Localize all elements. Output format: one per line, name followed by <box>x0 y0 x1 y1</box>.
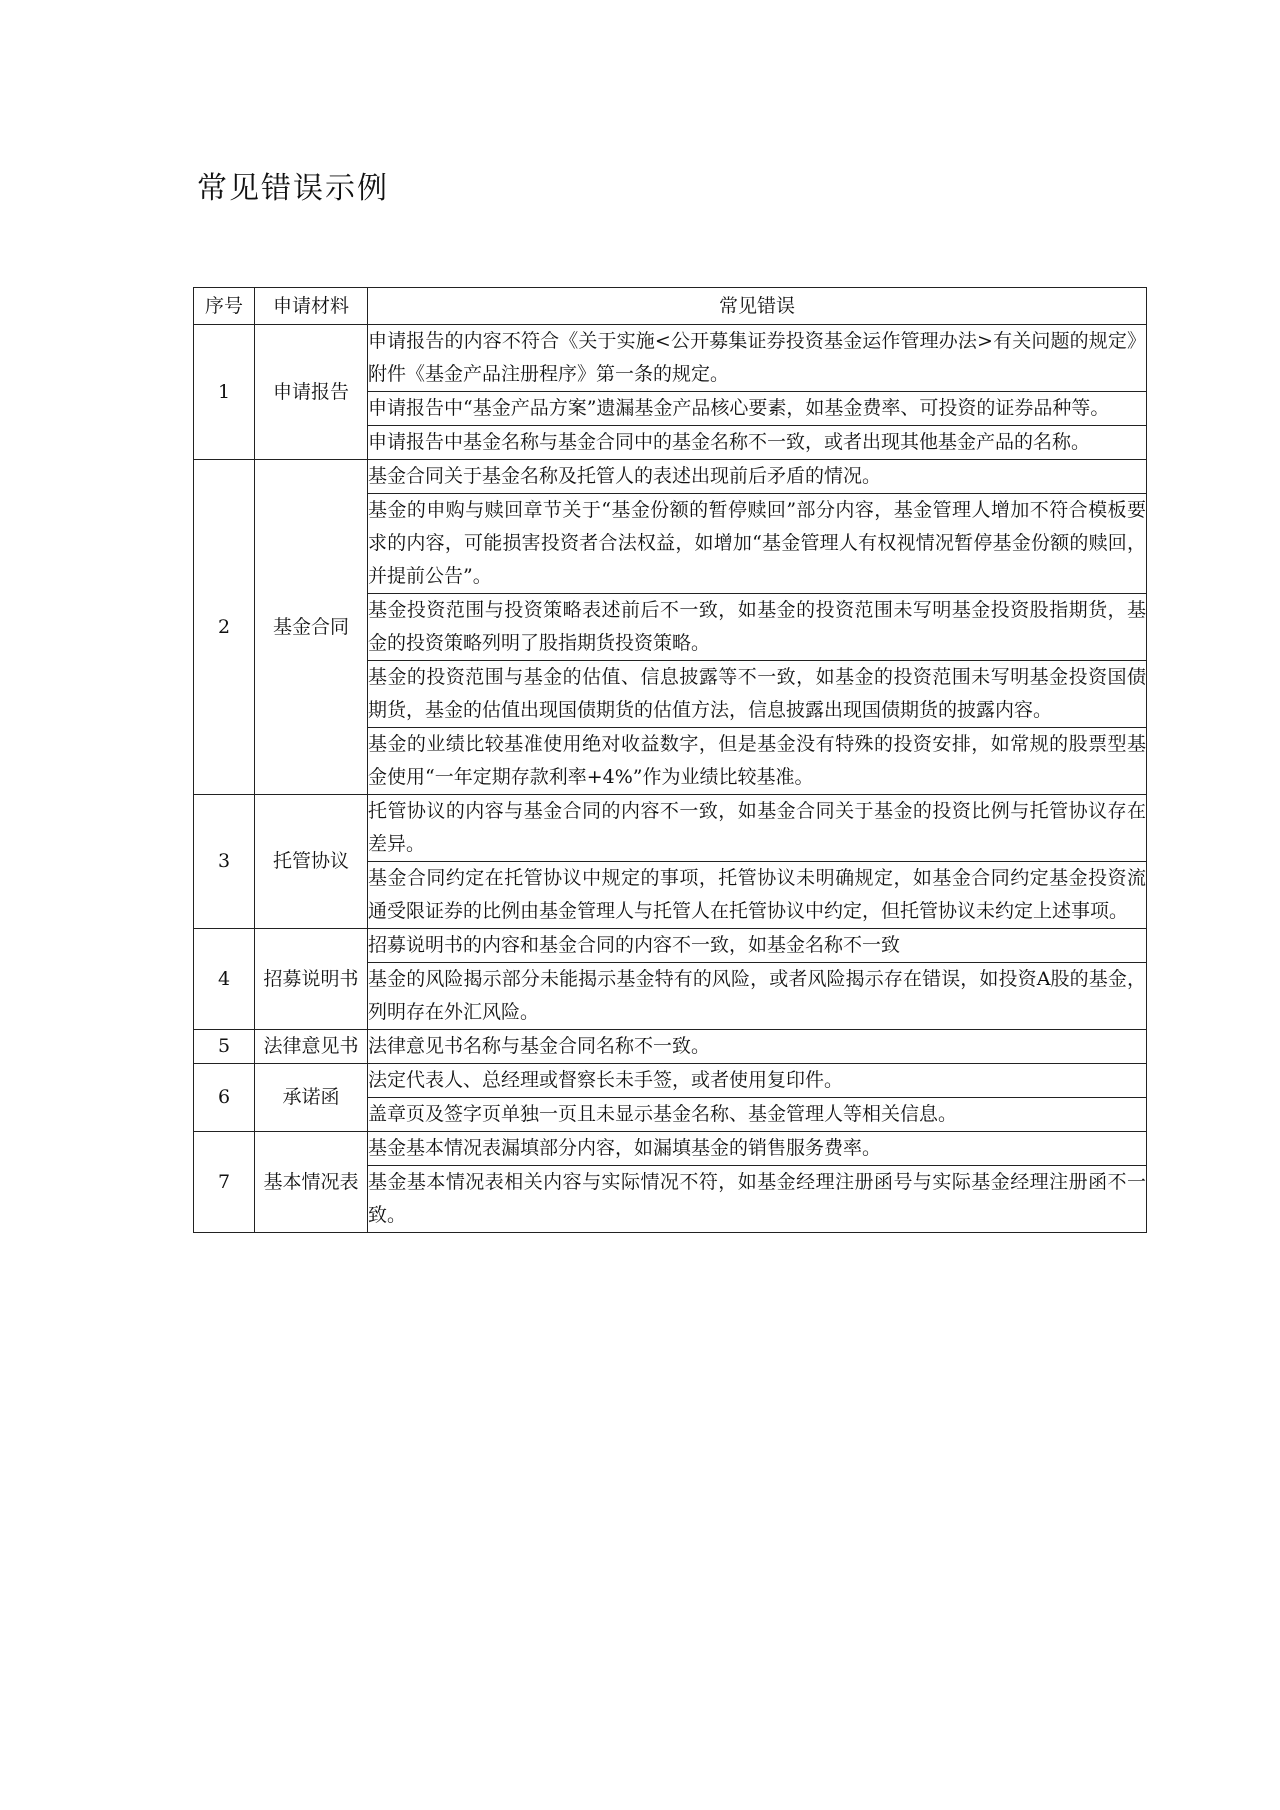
table-row <box>194 929 1147 963</box>
page-title: 常见错误示例 <box>197 171 389 206</box>
error-item: 基金的风险揭示部分未能揭示基金特有的风险，或者风险揭示存在错误，如投资A股的基金，列明存在外汇风险。 <box>368 963 1147 1030</box>
error-item: 申请报告的内容不符合《关于实施<公开募集证券投资基金运作管理办法>有关问题的规定》附件《基金产品注册程序》第一条的规定。 <box>368 325 1147 392</box>
table-row <box>194 795 1147 862</box>
error-item: 法定代表人、总经理或督察长未手签，或者使用复印件。 <box>368 1064 1147 1098</box>
row-number: 4 <box>194 929 255 1030</box>
error-item: 招募说明书的内容和基金合同的内容不一致，如基金名称不一致 <box>368 929 1147 963</box>
table-row <box>194 460 1147 494</box>
error-item: 基金基本情况表相关内容与实际情况不符，如基金经理注册函号与实际基金经理注册函不一致。 <box>368 1166 1147 1233</box>
table-row <box>194 1132 1147 1166</box>
error-item: 基金投资范围与投资策略表述前后不一致，如基金的投资范围未写明基金投资股指期货，基金的投资策略列明了股指期货投资策略。 <box>368 594 1147 661</box>
error-item: 盖章页及签字页单独一页且未显示基金名称、基金管理人等相关信息。 <box>368 1098 1147 1132</box>
material-name: 基本情况表 <box>255 1132 368 1233</box>
header-row <box>194 288 1147 325</box>
material-name: 托管协议 <box>255 795 368 929</box>
error-item: 基金基本情况表漏填部分内容，如漏填基金的销售服务费率。 <box>368 1132 1147 1166</box>
material-name: 基金合同 <box>255 460 368 795</box>
row-number: 3 <box>194 795 255 929</box>
row-number: 7 <box>194 1132 255 1233</box>
row-number: 5 <box>194 1030 255 1064</box>
material-name: 招募说明书 <box>255 929 368 1030</box>
material-name: 承诺函 <box>255 1064 368 1132</box>
error-item: 申请报告中基金名称与基金合同中的基金名称不一致，或者出现其他基金产品的名称。 <box>368 426 1147 460</box>
table-row <box>194 1064 1147 1098</box>
error-item: 基金合同关于基金名称及托管人的表述出现前后矛盾的情况。 <box>368 460 1147 494</box>
material-name: 申请报告 <box>255 325 368 460</box>
error-item: 基金的投资范围与基金的估值、信息披露等不一致，如基金的投资范围未写明基金投资国债期货，基金的估值出现国债期货的估值方法，信息披露出现国债期货的披露内容。 <box>368 661 1147 728</box>
error-item: 基金的业绩比较基准使用绝对收益数字，但是基金没有特殊的投资安排，如常规的股票型基金使用“一年定期存款利率+4%”作为业绩比较基准。 <box>368 728 1147 795</box>
error-item: 基金合同约定在托管协议中规定的事项，托管协议未明确规定，如基金合同约定基金投资流通受限证券的比例由基金管理人与托管人在托管协议中约定，但托管协议未约定上述事项。 <box>368 862 1147 929</box>
header-errors: 常见错误 <box>368 288 1147 325</box>
error-item: 法律意见书名称与基金合同名称不一致。 <box>368 1030 1147 1064</box>
row-number: 6 <box>194 1064 255 1132</box>
header-no: 序号 <box>194 288 255 325</box>
error-item: 基金的申购与赎回章节关于“基金份额的暂停赎回”部分内容，基金管理人增加不符合模板要求的内容，可能损害投资者合法权益，如增加“基金管理人有权视情况暂停基金份额的赎回，并提前公告”。 <box>368 494 1147 594</box>
errors-table <box>193 287 1147 1233</box>
material-name: 法律意见书 <box>255 1030 368 1064</box>
row-number: 2 <box>194 460 255 795</box>
table-row <box>194 1030 1147 1064</box>
error-item: 托管协议的内容与基金合同的内容不一致，如基金合同关于基金的投资比例与托管协议存在差异。 <box>368 795 1147 862</box>
table-row <box>194 325 1147 392</box>
row-number: 1 <box>194 325 255 460</box>
header-material: 申请材料 <box>255 288 368 325</box>
error-item: 申请报告中“基金产品方案”遗漏基金产品核心要素，如基金费率、可投资的证券品种等。 <box>368 392 1147 426</box>
